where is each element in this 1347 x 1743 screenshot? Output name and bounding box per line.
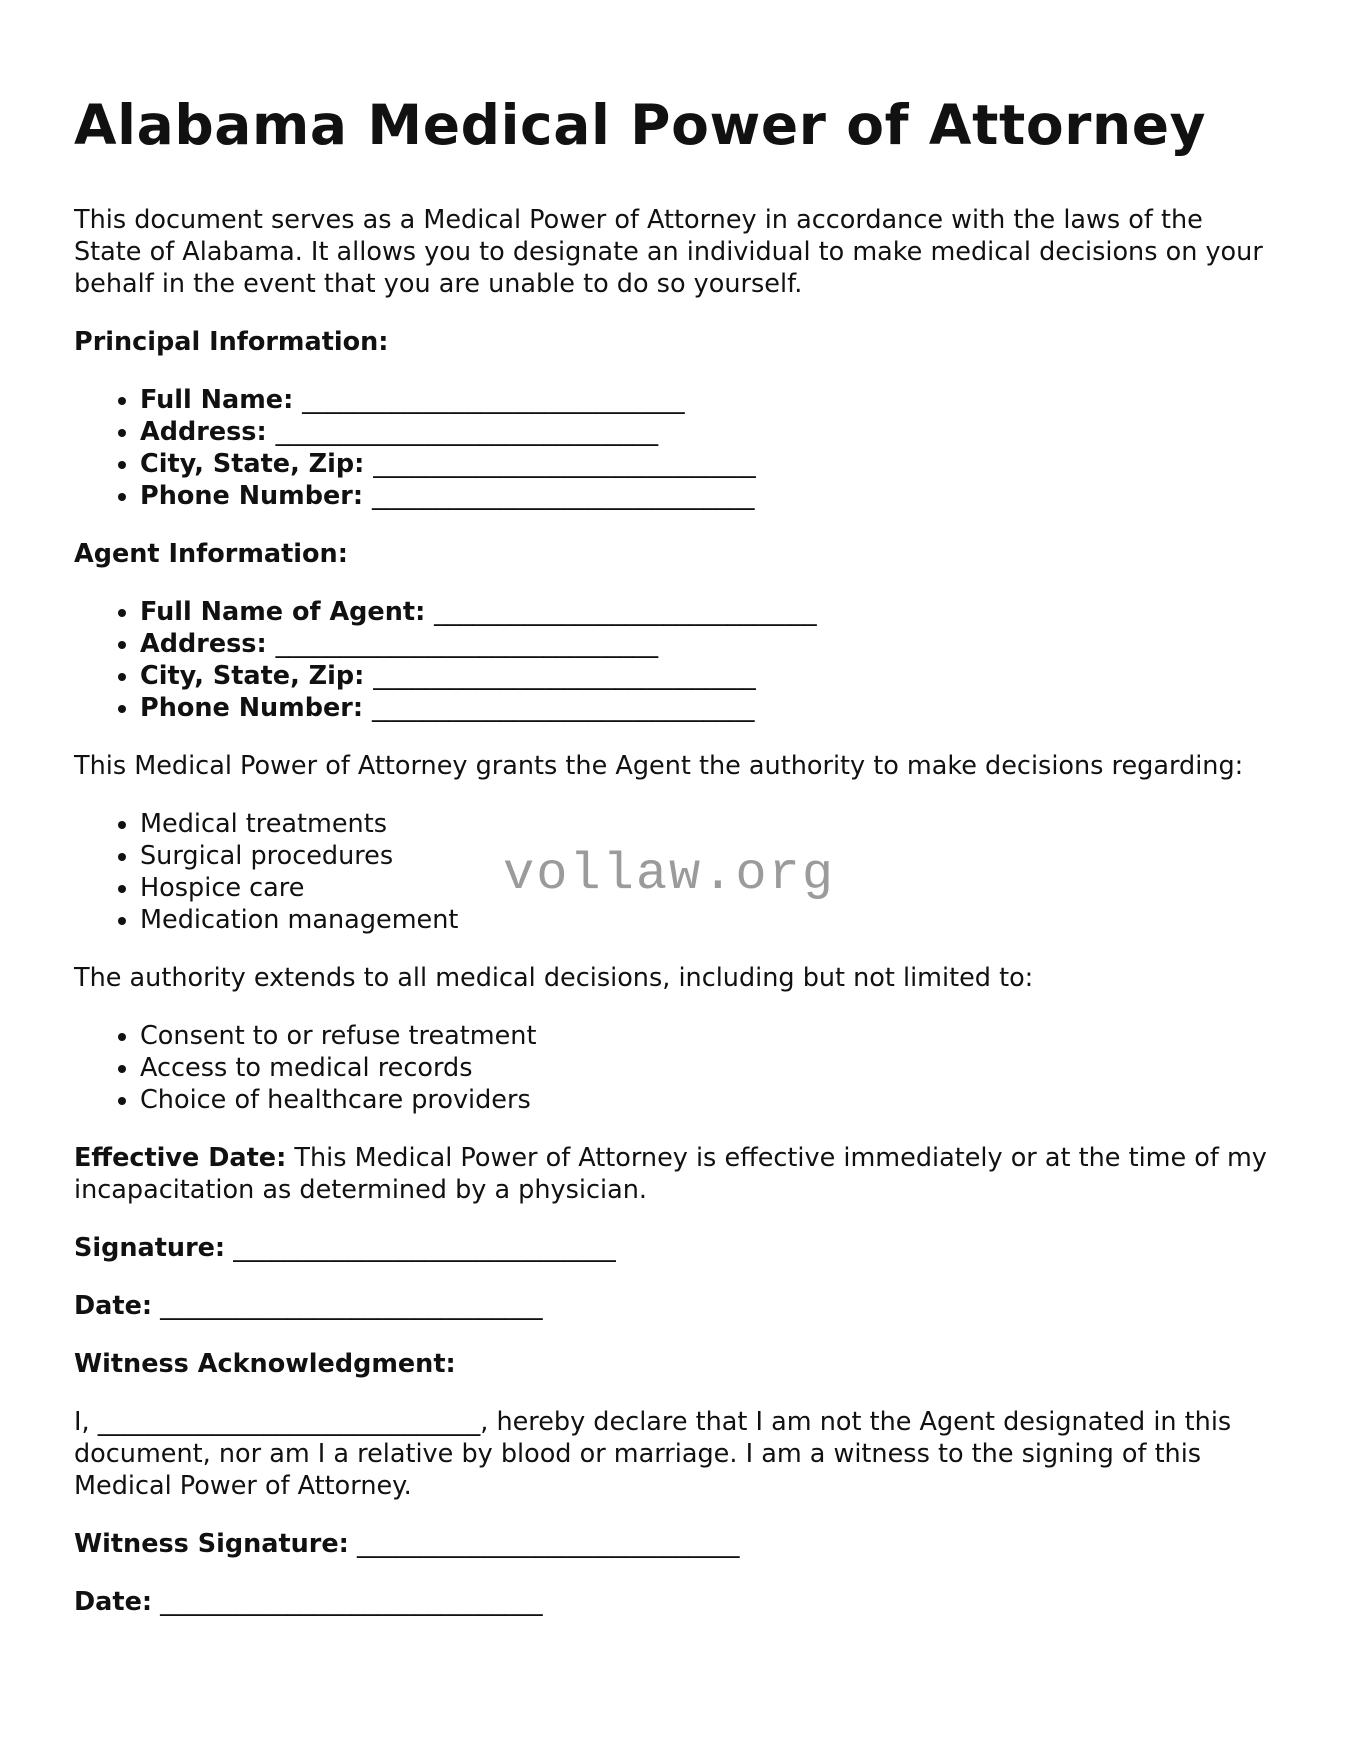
witness-date-label: Date:	[74, 1587, 153, 1617]
watermark: vollaw.org	[503, 845, 836, 904]
fill-in-blank[interactable]: ______________________________	[371, 481, 755, 511]
witness-date-blank[interactable]: ______________________________	[160, 1587, 543, 1617]
principal-heading: Principal Information:	[74, 327, 389, 357]
date-label: Date:	[74, 1291, 153, 1321]
signature-blank[interactable]: ______________________________	[233, 1233, 616, 1263]
intro-paragraph: This document serves as a Medical Power of Attorney in accordance with the laws of the State of Alabama. It allows you to designate an individual to make medical decisions on your behalf in the event that you are unable to do so yourself.	[74, 205, 1263, 299]
witness-name-blank[interactable]: ______________________________	[97, 1407, 481, 1437]
field-label: Full Name:	[140, 385, 294, 415]
witness-signature-line	[74, 1528, 1274, 1560]
list-item: • Access to medical records	[140, 1052, 1274, 1084]
list-item: • Medical treatments	[140, 808, 1274, 840]
principal-address-field	[140, 416, 1274, 448]
agent-heading: Agent Information:	[74, 539, 348, 569]
effective-date-text: This Medical Power of Attorney is effective immediately or at the time of my incapacitation as determined by a physician.	[74, 1143, 1267, 1205]
effective-date-paragraph	[74, 1142, 1274, 1206]
witness-heading: Witness Acknowledgment:	[74, 1349, 456, 1379]
list-item: • Consent to or refuse treatment	[140, 1020, 1274, 1052]
field-label: Address:	[140, 629, 267, 659]
extends-paragraph: The authority extends to all medical decisions, including but not limited to:	[74, 963, 1034, 993]
signature-label: Signature:	[74, 1233, 226, 1263]
fill-in-blank[interactable]: ______________________________	[275, 417, 659, 447]
field-label: Full Name of Agent:	[140, 597, 426, 627]
fill-in-blank[interactable]: ______________________________	[373, 449, 756, 479]
date-blank[interactable]: ______________________________	[160, 1291, 543, 1321]
principal-fields	[74, 384, 1274, 512]
signature-line	[74, 1232, 1274, 1264]
fill-in-blank[interactable]: ______________________________	[371, 693, 755, 723]
agent-city-state-zip-field	[140, 660, 1274, 692]
agent-full-name-field	[140, 596, 1274, 628]
fill-in-blank[interactable]: ______________________________	[302, 385, 685, 415]
principal-full-name-field	[140, 384, 1274, 416]
witness-text: , hereby declare that I am not the Agent designated in this document, nor am I a relative by blood or marriage. I am a witness to the signing of this Medical Power of Attorney.	[74, 1407, 1232, 1501]
principal-phone-field	[140, 480, 1274, 512]
effective-date-label: Effective Date:	[74, 1143, 287, 1173]
agent-phone-field	[140, 692, 1274, 724]
list-item: • Choice of healthcare providers	[140, 1084, 1274, 1116]
witness-declaration	[74, 1406, 1274, 1502]
document-title: Alabama Medical Power of Attorney	[74, 93, 1207, 157]
fill-in-blank[interactable]: ______________________________	[434, 597, 817, 627]
extends-list	[74, 1020, 1274, 1116]
field-label: Phone Number:	[140, 481, 364, 511]
agent-address-field	[140, 628, 1274, 660]
date-line	[74, 1290, 1274, 1322]
field-label: City, State, Zip:	[140, 449, 365, 479]
principal-city-state-zip-field	[140, 448, 1274, 480]
witness-prefix: I,	[74, 1407, 90, 1437]
witness-date-line	[74, 1586, 1274, 1618]
witness-signature-label: Witness Signature:	[74, 1529, 349, 1559]
witness-signature-blank[interactable]: ______________________________	[356, 1529, 740, 1559]
field-label: Address:	[140, 417, 267, 447]
field-label: City, State, Zip:	[140, 661, 365, 691]
fill-in-blank[interactable]: ______________________________	[373, 661, 756, 691]
fill-in-blank[interactable]: ______________________________	[275, 629, 659, 659]
agent-fields	[74, 596, 1274, 724]
list-item: • Surgical procedures	[140, 840, 1274, 872]
authority-paragraph: This Medical Power of Attorney grants the Agent the authority to make decisions regarding:	[74, 751, 1244, 781]
list-item: • Hospice care	[140, 872, 1274, 904]
field-label: Phone Number:	[140, 693, 364, 723]
list-item: • Medication management	[140, 904, 1274, 936]
